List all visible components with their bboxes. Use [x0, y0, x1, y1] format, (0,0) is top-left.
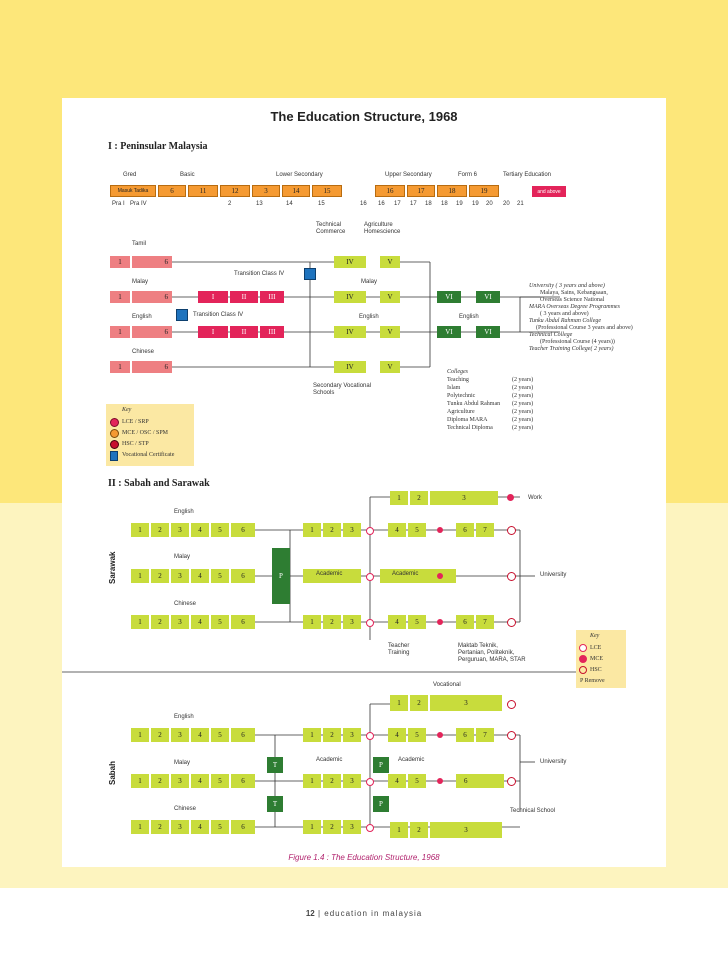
secondary-box: 3	[343, 523, 361, 537]
header-box: 15	[312, 185, 342, 197]
mce-icon	[579, 655, 587, 663]
secondary-box: 2	[323, 728, 341, 742]
level-lower-secondary: Lower Secondary	[276, 172, 323, 178]
hsc-icon	[110, 440, 119, 449]
upper-box: 4	[388, 615, 406, 629]
form6-box: VI	[437, 291, 461, 303]
tech-school-box: 3	[430, 822, 502, 838]
lower-secondary-box: III	[260, 291, 284, 303]
form6-box: 6	[456, 523, 474, 537]
primary-box: 3	[171, 820, 189, 834]
upper-secondary-box: V	[380, 291, 400, 303]
level-basic: Basic	[180, 172, 195, 178]
upper-box: 5	[408, 615, 426, 629]
primary-box: 1	[131, 774, 149, 788]
lower-secondary-box: III	[260, 326, 284, 338]
tech-school-box: 1	[390, 822, 408, 838]
age-label: 20	[486, 201, 493, 207]
exam-marker-icon	[507, 618, 516, 627]
form6-box: 7	[476, 523, 494, 537]
primary-box: 6	[231, 615, 255, 629]
maktab-label-2: Pertanian, Politeknik,	[458, 650, 515, 656]
vocational-certificate-marker	[176, 309, 188, 321]
technical-school-label: Technical School	[510, 808, 556, 814]
chinese-label: Chinese	[174, 601, 197, 607]
page-title: The Education Structure, 1968	[270, 109, 458, 124]
secondary-box: 1	[303, 523, 321, 537]
secondary-box: 2	[323, 615, 341, 629]
upper-box: 5	[408, 523, 426, 537]
primary-end-box: 6	[132, 326, 172, 338]
primary-box: 1	[131, 569, 149, 583]
page-footer	[0, 909, 728, 918]
lower-secondary-box: I	[198, 326, 228, 338]
exam-marker-icon	[366, 619, 374, 627]
form6-box: 6	[456, 728, 474, 742]
primary-box: 5	[211, 523, 229, 537]
tertiary-line: MARA Overseas Degree Programmes	[529, 304, 620, 310]
secondary-box: 2	[323, 820, 341, 834]
upper-secondary-box: IV	[334, 326, 366, 338]
primary-box: 4	[191, 523, 209, 537]
upper-box: 4	[388, 728, 406, 742]
teacher-label-1: Teacher	[388, 643, 410, 649]
tertiary-line: University ( 3 years and above)	[529, 283, 605, 289]
header-box: 19	[469, 185, 499, 197]
tertiary-line: (Professional Course (4 years))	[540, 339, 615, 345]
level-form6: Form 6	[458, 172, 478, 178]
primary-box: 4	[191, 820, 209, 834]
maktab-label-3: Perguruan, MARA, STAR	[458, 657, 526, 663]
tertiary-line: Overseas Science National	[540, 297, 605, 303]
age-label: 15	[318, 201, 325, 207]
academic-label: Academic	[316, 571, 343, 577]
primary-box: 5	[211, 728, 229, 742]
primary-box: 1	[131, 728, 149, 742]
primary-box: 6	[231, 569, 255, 583]
primary-box: 2	[151, 728, 169, 742]
primary-box: 5	[211, 774, 229, 788]
upper-secondary-box: V	[380, 361, 400, 373]
secondary-box: 3	[343, 820, 361, 834]
upper-secondary-box: IV	[334, 256, 366, 268]
primary-box: 3	[171, 774, 189, 788]
upper-box: 5	[408, 728, 426, 742]
stream-malay: Malay	[132, 279, 149, 285]
figure-caption: Figure 1.4 : The Education Structure, 1968	[288, 853, 440, 862]
age-label: 20	[503, 201, 510, 207]
sabah-label: Sabah	[108, 760, 117, 785]
college-years: (2 years)	[512, 417, 534, 423]
primary-box: 1	[131, 523, 149, 537]
exam-marker-icon	[437, 778, 443, 784]
header-box: Masuk Tadika	[110, 185, 156, 197]
college-years: (2 years)	[512, 393, 534, 399]
form6-box: 7	[476, 728, 494, 742]
primary-box: 3	[171, 523, 189, 537]
upper-box: 5	[408, 774, 426, 788]
header-box: 14	[282, 185, 310, 197]
key-item-2: P Remove	[580, 678, 605, 684]
tertiary-line: Tunku Abdul Rahman College	[529, 318, 602, 324]
form6-box: 7	[476, 615, 494, 629]
english-label: English	[174, 509, 194, 515]
primary-box: 3	[171, 615, 189, 629]
age-label: 18	[441, 201, 448, 207]
form6-box: VI	[476, 291, 500, 303]
secondary-box: 1	[303, 728, 321, 742]
work-label: Work	[528, 495, 542, 501]
primary-start-box: 1	[110, 256, 130, 268]
english-label-form6: English	[459, 314, 479, 320]
primary-box: 1	[131, 615, 149, 629]
vocational-box: 2	[410, 695, 428, 711]
key-heading-2: Key	[590, 633, 600, 639]
section2-heading: II : Sabah and Sarawak	[108, 478, 210, 489]
age-label: 2	[228, 201, 232, 207]
exam-marker-icon	[366, 527, 374, 535]
upper-secondary-box: V	[380, 256, 400, 268]
colleges-heading: Colleges	[447, 369, 468, 375]
vocational-box: 1	[390, 695, 408, 711]
exam-marker-icon	[507, 572, 516, 581]
secondary-box: 1	[303, 774, 321, 788]
age-label: 17	[410, 201, 417, 207]
academic-label: Academic	[316, 757, 343, 763]
english-label: English	[359, 314, 379, 320]
form6-box: 6	[456, 615, 474, 629]
transition-box: T	[267, 757, 283, 773]
malay-label: Malay	[361, 279, 378, 285]
secondary-box: 3	[343, 615, 361, 629]
college-years: (2 years)	[512, 401, 534, 407]
primary-box: 2	[151, 569, 169, 583]
primary-box: 2	[151, 820, 169, 834]
hsc-icon	[579, 666, 587, 674]
header-box: 12	[220, 185, 250, 197]
primary-box: 4	[191, 615, 209, 629]
key-item-2: HSC	[590, 667, 602, 673]
work-box: 3	[430, 491, 498, 505]
age-label: 18	[425, 201, 432, 207]
primary-end-box: 6	[132, 256, 172, 268]
age-label: 16	[360, 201, 367, 207]
university-label: University	[540, 572, 567, 578]
key-heading: Key	[122, 407, 132, 413]
primary-box: 4	[191, 569, 209, 583]
secondary-box: 3	[343, 774, 361, 788]
tertiary-line: Malaya, Sains, Kebangsaan,	[540, 290, 608, 296]
remove-class-box: P	[373, 757, 389, 773]
exam-marker-icon	[437, 619, 443, 625]
lower-secondary-box: II	[230, 326, 258, 338]
secondary-box: 2	[323, 774, 341, 788]
exam-marker-icon	[366, 573, 374, 581]
chinese-label: Chinese	[174, 806, 197, 812]
age-label: 19	[472, 201, 479, 207]
secondary-box: 1	[303, 615, 321, 629]
form6-box: 6	[456, 774, 504, 788]
key-item: HSC / STP	[122, 441, 149, 447]
exam-marker-icon	[437, 732, 443, 738]
primary-box: 6	[231, 820, 255, 834]
level-gred: Gred	[123, 172, 137, 178]
college-name: Tunku Abdul Rahman	[447, 401, 501, 407]
lower-secondary-box: II	[230, 291, 258, 303]
sec-vocational-label-2: Schools	[313, 390, 335, 396]
form6-box: VI	[437, 326, 461, 338]
exam-marker-icon	[437, 527, 443, 533]
primary-box: 3	[171, 569, 189, 583]
form6-box: VI	[476, 326, 500, 338]
age-label: 21	[517, 201, 524, 207]
footer-text: | education in malaysia	[317, 909, 423, 918]
secondary-box: 1	[303, 820, 321, 834]
college-name: Islam	[447, 385, 461, 391]
header-box: 11	[188, 185, 218, 197]
college-name: Teaching	[447, 377, 469, 383]
college-name: Technical Diploma	[447, 425, 493, 431]
primary-box: 6	[231, 523, 255, 537]
sec-vocational-label-1: Secondary Vocational	[313, 383, 372, 389]
tertiary-line: ( 3 years and above)	[540, 311, 589, 317]
university-label: University	[540, 759, 567, 765]
upper-secondary-box: V	[380, 326, 400, 338]
lce-icon	[579, 644, 587, 652]
upper-box: 4	[388, 774, 406, 788]
vocational-label: Vocational	[433, 682, 461, 688]
tertiary-line: Technical College	[529, 332, 573, 338]
primary-start-box: 1	[110, 291, 130, 303]
primary-end-box: 6	[132, 361, 172, 373]
stream-tamil: Tamil	[132, 241, 147, 247]
primary-box: 4	[191, 728, 209, 742]
primary-start-box: 1	[110, 361, 130, 373]
page-number: 12	[305, 909, 315, 918]
primary-box: 5	[211, 569, 229, 583]
age-label: Pra I	[112, 201, 125, 207]
english-label: English	[174, 714, 194, 720]
secondary-box: 2	[323, 523, 341, 537]
tech-label-1: Technical	[316, 222, 342, 228]
academic-label: Academic	[398, 757, 425, 763]
upper-secondary-box: IV	[334, 361, 366, 373]
key-item: LCE / SRP	[122, 419, 149, 425]
college-years: (2 years)	[512, 385, 534, 391]
mce-icon	[110, 429, 119, 438]
maktab-label-1: Maktab Teknik,	[458, 643, 498, 649]
primary-box: 5	[211, 820, 229, 834]
transition-box: T	[267, 796, 283, 812]
header-box: 18	[437, 185, 467, 197]
primary-box: 6	[231, 774, 255, 788]
primary-box: 2	[151, 615, 169, 629]
key-item: Vocational Certificate	[122, 452, 175, 458]
age-label: 19	[456, 201, 463, 207]
tertiary-line: (Professional Course 3 years and above)	[536, 325, 633, 331]
college-years: (2 years)	[512, 425, 534, 431]
malay-label: Malay	[174, 760, 191, 766]
college-name: Agriculture	[447, 409, 475, 415]
primary-end-box: 6	[132, 291, 172, 303]
work-box: 1	[390, 491, 408, 505]
tech-school-box: 2	[410, 822, 428, 838]
level-upper-secondary: Upper Secondary	[385, 172, 432, 178]
primary-box: 6	[231, 728, 255, 742]
work-box: 2	[410, 491, 428, 505]
primary-box: 2	[151, 523, 169, 537]
key-item-2: LCE	[590, 645, 602, 651]
stream-chinese: Chinese	[132, 349, 155, 355]
section1-heading: I : Peninsular Malaysia	[108, 141, 208, 152]
exam-marker-icon	[437, 573, 443, 579]
transition-class-label: Transition Class IV	[234, 271, 285, 277]
college-name: Diploma MARA	[447, 417, 488, 423]
exam-marker-icon	[507, 777, 516, 786]
academic-label: Academic	[392, 571, 419, 577]
vocational-certificate-marker	[304, 268, 316, 280]
primary-start-box: 1	[110, 326, 130, 338]
age-label: 16	[378, 201, 385, 207]
agri-label-1: Agriculture	[364, 222, 393, 228]
exam-marker-icon	[366, 732, 374, 740]
college-name: Polytechnic	[447, 393, 476, 399]
teacher-label-2: Training	[388, 650, 410, 656]
college-years: (2 years)	[512, 377, 534, 383]
upper-box: 4	[388, 523, 406, 537]
header-box-tertiary: and above	[532, 186, 566, 197]
sarawak-label: Sarawak	[108, 551, 117, 584]
secondary-box: 3	[343, 728, 361, 742]
key-item: MCE / OSC / SPM	[122, 430, 169, 436]
age-label: 13	[256, 201, 263, 207]
tech-label-2: Commerce	[316, 229, 346, 235]
exam-marker-icon	[507, 731, 516, 740]
exam-marker-icon	[507, 494, 514, 501]
exam-marker-icon	[366, 778, 374, 786]
remove-class-box: P	[272, 548, 290, 604]
transition-class-label: Transition Class IV	[193, 312, 244, 318]
age-label: 14	[286, 201, 293, 207]
header-box: 3	[252, 185, 280, 197]
lower-secondary-box: I	[198, 291, 228, 303]
primary-box: 1	[131, 820, 149, 834]
exam-marker-icon	[366, 824, 374, 832]
college-years: (2 years)	[512, 409, 534, 415]
header-box: 16	[375, 185, 405, 197]
vocational-box: 3	[430, 695, 502, 711]
header-box: 17	[407, 185, 435, 197]
exam-marker-icon	[507, 526, 516, 535]
age-label: Pra IV	[130, 201, 147, 207]
lce-icon	[110, 418, 119, 427]
upper-secondary-box: IV	[334, 291, 366, 303]
header-box: 6	[158, 185, 186, 197]
stream-english: English	[132, 314, 152, 320]
tertiary-line: Teacher Training College( 2 years)	[529, 346, 614, 352]
age-label: 17	[394, 201, 401, 207]
primary-box: 4	[191, 774, 209, 788]
key-item-2: MCE	[590, 656, 604, 662]
primary-box: 2	[151, 774, 169, 788]
primary-box: 5	[211, 615, 229, 629]
exam-marker-icon	[507, 700, 516, 709]
remove-class-box: P	[373, 796, 389, 812]
primary-box: 3	[171, 728, 189, 742]
malay-label: Malay	[174, 554, 191, 560]
agri-label-2: Homescience	[364, 229, 401, 235]
level-tertiary: Tertiary Education	[503, 172, 552, 178]
vocational-certificate-icon	[110, 451, 118, 461]
